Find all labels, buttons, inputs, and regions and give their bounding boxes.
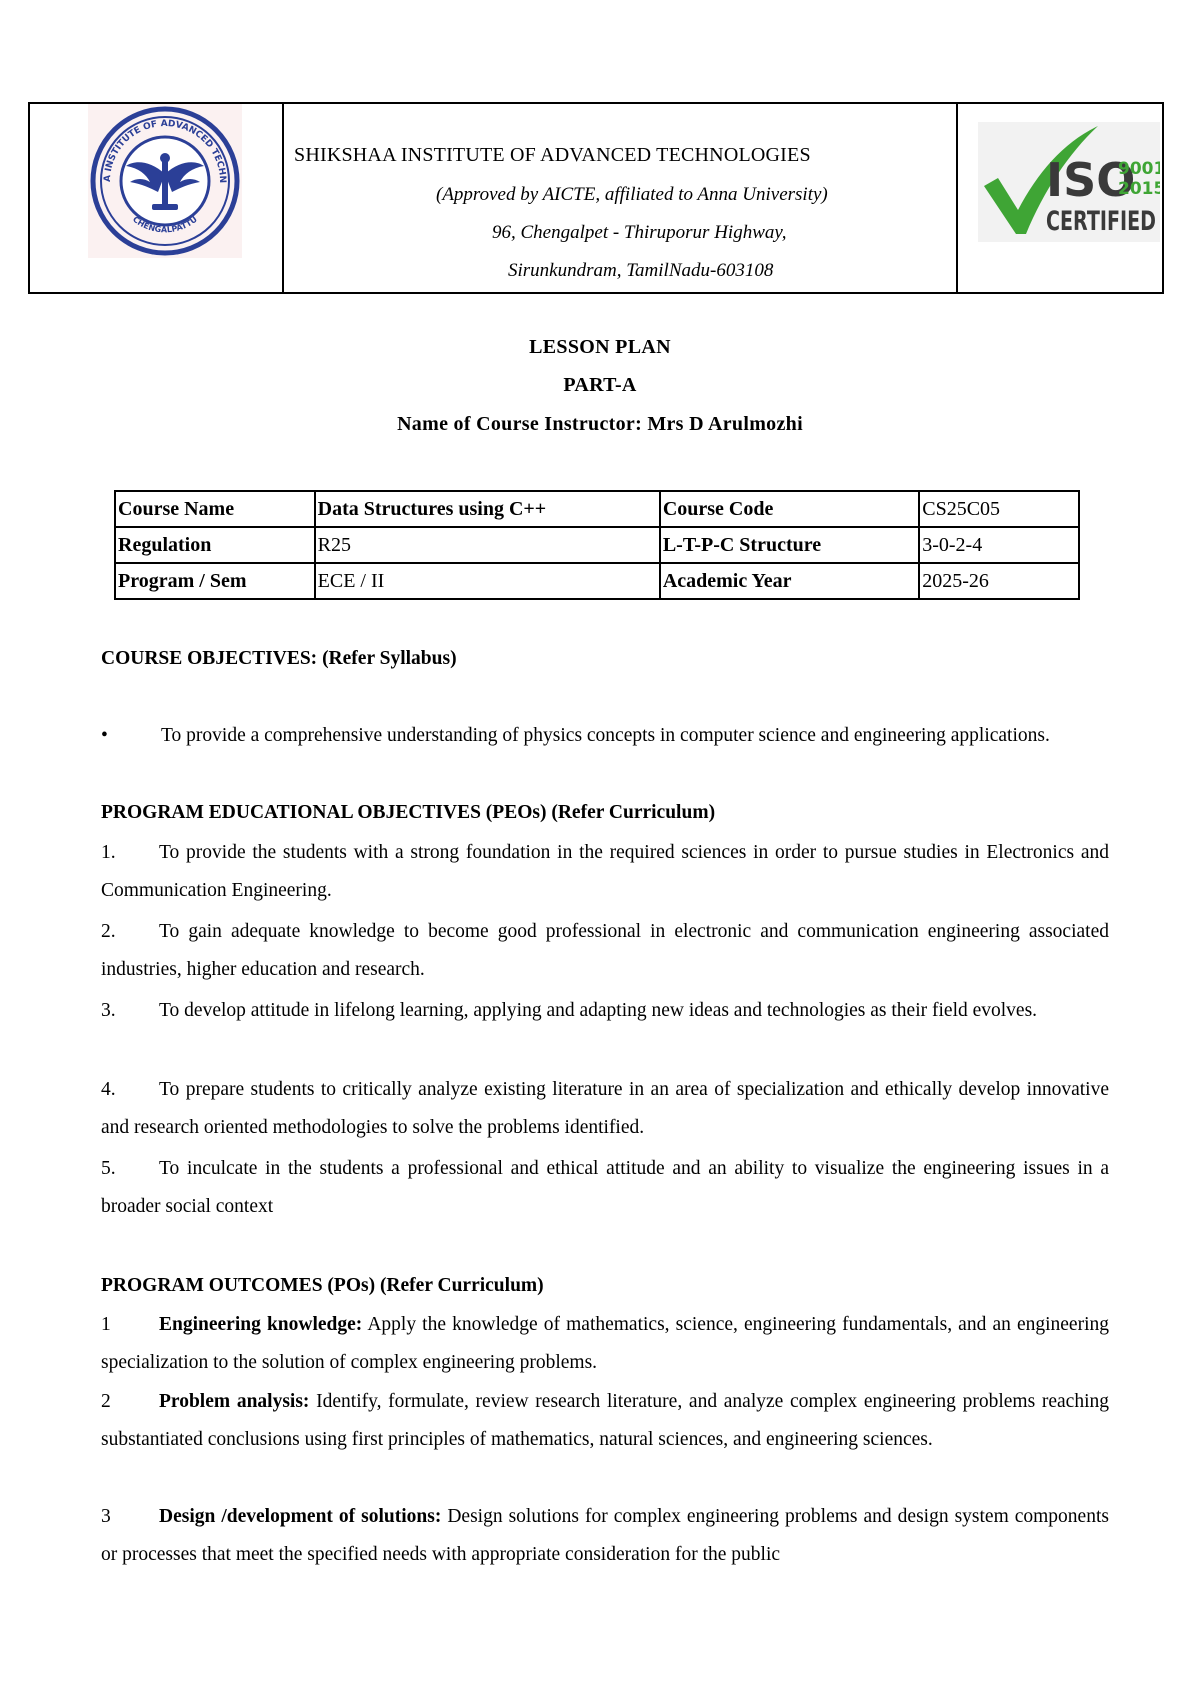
bullet-icon: • [101, 725, 108, 746]
svg-text:9001: 9001 [1118, 159, 1160, 179]
institute-header [28, 102, 1164, 294]
table-cell: CS25C05 [919, 491, 1079, 527]
iso-certified-logo [978, 122, 1160, 242]
institute-info-cell [284, 104, 958, 292]
table-cell: Data Structures using C++ [315, 491, 660, 527]
institute-name: SHIKSHAA INSTITUTE OF ADVANCED TECHNOLOGIES [294, 144, 811, 166]
po-item: 2 Problem analysis: Identify, formulate, review research literature, and analyze complex engineering problems reaching substantiated conclusions using first principles of mathematics, natural sciences, and engineering sciences. [101, 1391, 1109, 1450]
svg-text:CHENGALPATTU: CHENGALPATTU [131, 214, 199, 235]
table-cell: Course Name [115, 491, 315, 527]
course-objective-item: • To provide a comprehensive understanding of physics concepts in computer science and engineering applications. [101, 717, 1109, 755]
peo-item: 2. To gain adequate knowledge to become good professional in electronic and communication engineering associated industries, higher education and research. [101, 921, 1109, 980]
peo-item: 3. To develop attitude in lifelong learning, applying and adapting new ideas and technologies as their field evolves. [101, 1000, 1038, 1021]
iso-checkmark-icon [978, 122, 1160, 242]
table-cell: 3-0-2-4 [919, 527, 1079, 563]
part-title: PART-A [563, 374, 637, 396]
table-cell: L-T-P-C Structure [660, 527, 919, 563]
institute-seal-logo [88, 104, 242, 258]
peo-item: 4. To prepare students to critically analyze existing literature in an area of specialization and ethically develop innovative and research oriented methodologies to solve the problems identified. [101, 1079, 1109, 1138]
table-row [115, 563, 1079, 599]
instructor-name: Name of Course Instructor: Mrs D Arulmozhi [397, 413, 803, 435]
pos-heading: PROGRAM OUTCOMES (POs) (Refer Curriculum) [101, 1275, 544, 1296]
table-cell: ECE / II [315, 563, 660, 599]
table-cell: Course Code [660, 491, 919, 527]
peo-item: 1. To provide the students with a strong foundation in the required sciences in order to pursue studies in Electronics and Communication Engineering. [101, 842, 1109, 901]
iso-cell [958, 104, 1162, 292]
lesson-plan-title: LESSON PLAN [529, 336, 671, 358]
address-line-1: 96, Chengalpet - Thiruporur Highway, [492, 222, 787, 243]
table-cell: R25 [315, 527, 660, 563]
table-cell: Regulation [115, 527, 315, 563]
po-item: 3 Design /development of solutions: Design solutions for complex engineering problems and design system components or processes that meet the specified needs with appropriate consideration for the public [101, 1506, 1109, 1565]
po-item: 1 Engineering knowledge: Apply the knowledge of mathematics, science, engineering fundamentals, and an engineering specialization to the solution of complex engineering problems. [101, 1314, 1109, 1373]
peos-heading: PROGRAM EDUCATIONAL OBJECTIVES (PEOs) (Refer Curriculum) [101, 802, 716, 823]
course-objectives-heading: COURSE OBJECTIVES: (Refer Syllabus) [101, 648, 457, 669]
svg-text:ISO: ISO [1046, 153, 1136, 207]
address-line-2: Sirunkundram, TamilNadu-603108 [508, 260, 774, 281]
logo-cell [30, 104, 284, 292]
svg-text:SHIKSHAA INSTITUTE OF ADVANCED: A INSTITUTE OF ADVANCED TECHN [102, 118, 228, 184]
seal-emblem-icon [88, 104, 242, 258]
approval-line: (Approved by AICTE, affiliated to Anna University) [436, 184, 828, 205]
course-details-table [114, 490, 1080, 600]
table-cell: Academic Year [660, 563, 919, 599]
table-cell: 2025-26 [919, 563, 1079, 599]
table-row [115, 491, 1079, 527]
svg-text:CERTIFIED: CERTIFIED [1046, 206, 1156, 237]
table-cell: Program / Sem [115, 563, 315, 599]
table-row [115, 527, 1079, 563]
svg-text:2015: 2015 [1118, 179, 1160, 199]
peo-item: 5. To inculcate in the students a professional and ethical attitude and an ability to visualize the engineering issues in a broader social context [101, 1158, 1109, 1217]
